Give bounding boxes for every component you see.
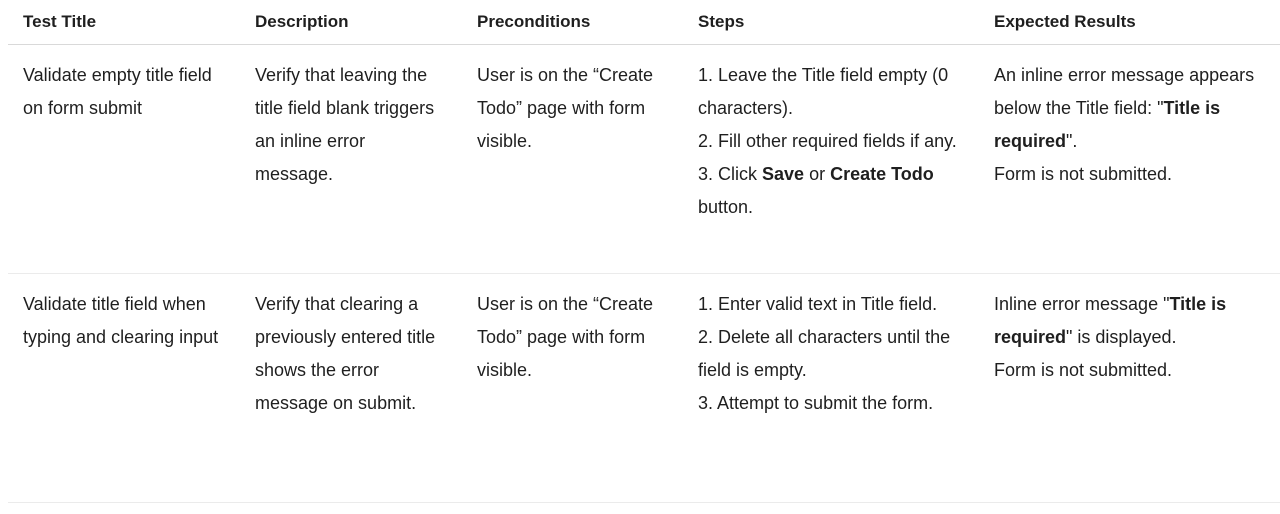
expected-line-1 bbox=[994, 59, 1265, 158]
table-row bbox=[8, 274, 1280, 503]
cell-steps bbox=[683, 274, 979, 503]
expected-error-text: Title is required bbox=[994, 294, 1227, 347]
table-header-row bbox=[8, 0, 1280, 45]
expected-line-1 bbox=[994, 288, 1265, 354]
cell-test-title: Validate title field when typing and clearing input bbox=[8, 274, 240, 503]
expected-pre: Inline error message " bbox=[994, 294, 1170, 314]
cell-test-title: Validate empty title field on form submit bbox=[8, 45, 240, 274]
table-row bbox=[8, 45, 1280, 274]
header-steps: Steps bbox=[683, 0, 979, 45]
header-expected-results: Expected Results bbox=[979, 0, 1280, 45]
cell-expected-results bbox=[979, 274, 1280, 503]
expected-error-text: Title is required bbox=[994, 98, 1221, 151]
step-3-suffix: button. bbox=[698, 197, 754, 217]
step-3-prefix: 3. Click bbox=[698, 164, 763, 184]
step-1: 1. Leave the Title field empty (0 characters). bbox=[698, 65, 949, 118]
cell-expected-results bbox=[979, 45, 1280, 274]
cell-description: Verify that clearing a previously entered title shows the error message on submit. bbox=[240, 274, 462, 503]
cell-preconditions: User is on the “Create Todo” page with form visible. bbox=[462, 45, 683, 274]
cell-preconditions: User is on the “Create Todo” page with form visible. bbox=[462, 274, 683, 503]
expected-pre: An inline error message appears below the Title field: bbox=[994, 65, 1255, 118]
cell-steps bbox=[683, 45, 979, 274]
expected-line-2: Form is not submitted. bbox=[994, 360, 1173, 380]
header-preconditions: Preconditions bbox=[462, 0, 683, 45]
step-2: 2. Delete all characters until the field is empty. bbox=[698, 327, 951, 380]
expected-quote-close: ". bbox=[1066, 131, 1078, 151]
header-test-title: Test Title bbox=[8, 0, 240, 45]
expected-post: " is displayed. bbox=[1066, 327, 1177, 347]
test-cases-table bbox=[8, 0, 1280, 503]
step-3-create-todo: Create Todo bbox=[830, 164, 934, 184]
expected-line-2: Form is not submitted. bbox=[994, 164, 1173, 184]
expected-quote-open: " bbox=[1157, 98, 1164, 118]
step-2: 2. Fill other required fields if any. bbox=[698, 131, 957, 151]
step-3-save: Save bbox=[762, 164, 805, 184]
step-3 bbox=[698, 158, 964, 224]
cell-description: Verify that leaving the title field blank triggers an inline error message. bbox=[240, 45, 462, 274]
step-3: 3. Attempt to submit the form. bbox=[698, 393, 934, 413]
header-description: Description bbox=[240, 0, 462, 45]
step-1: 1. Enter valid text in Title field. bbox=[698, 294, 938, 314]
step-3-mid: or bbox=[804, 164, 831, 184]
